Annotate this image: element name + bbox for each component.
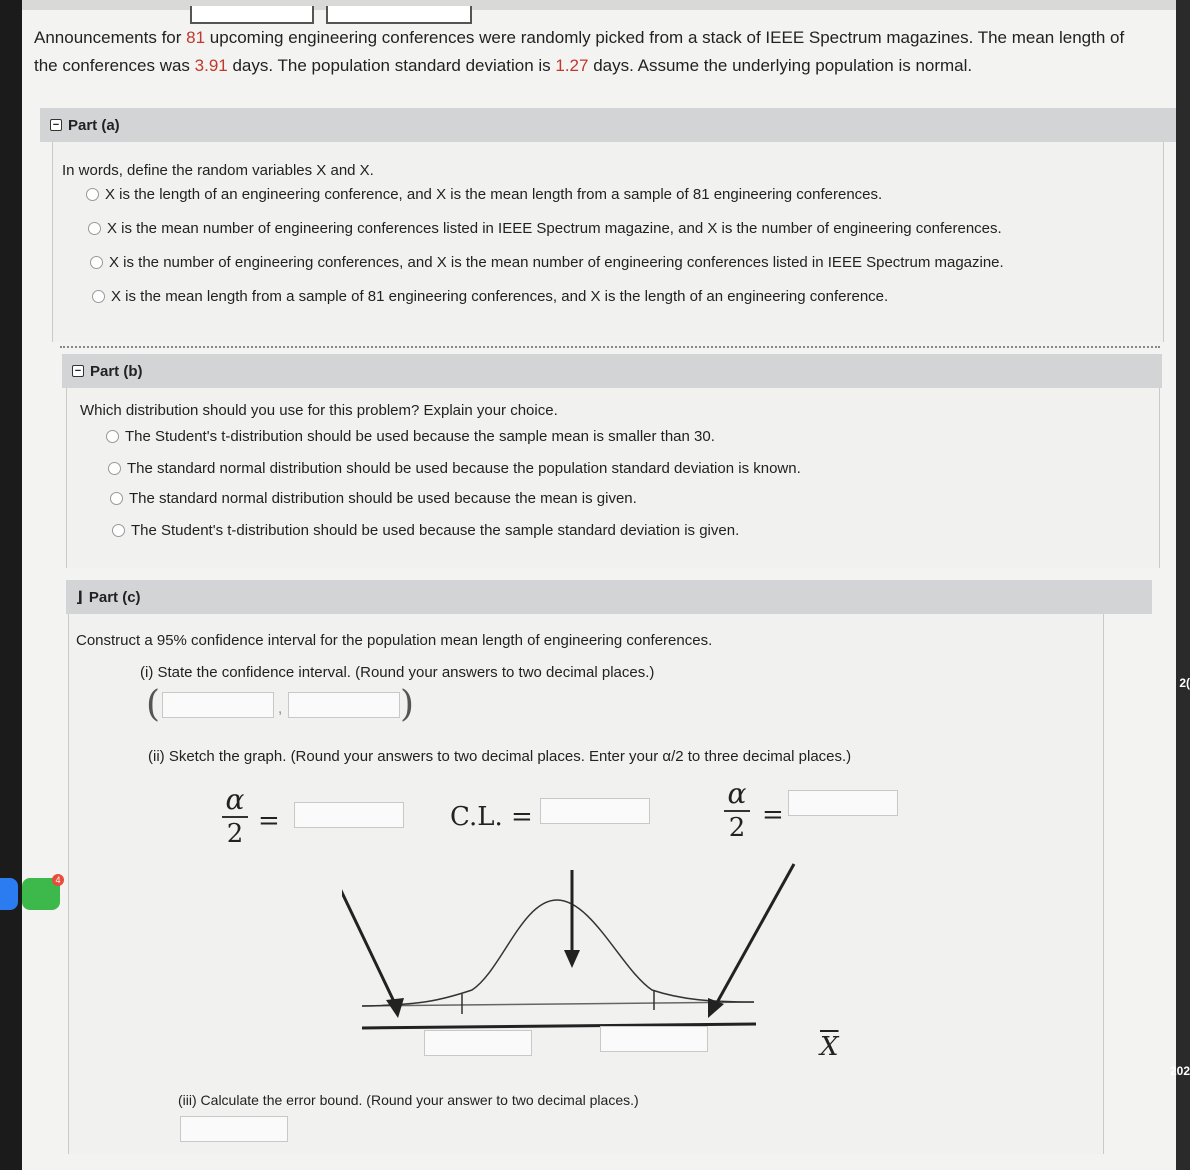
radio-button[interactable] bbox=[92, 290, 105, 303]
part-a-option-1[interactable]: X is the length of an engineering conference, and X is the mean length from a sample of 81 engineering conferences. bbox=[86, 186, 882, 203]
part-a-option-3[interactable]: X is the number of engineering conferences, and X is the mean number of engineering conferences listed in IEEE Spectrum magazine. bbox=[90, 254, 1004, 271]
collapse-icon[interactable]: ⌋ bbox=[76, 589, 83, 606]
cl-input[interactable] bbox=[540, 798, 650, 824]
part-a-option-2[interactable]: X is the mean number of engineering conferences listed in IEEE Spectrum magazine, and X is the number of engineering conferences. bbox=[88, 220, 1002, 237]
app-icon[interactable] bbox=[0, 878, 18, 910]
alpha-over-2-right: α 2 bbox=[722, 780, 752, 842]
left-tail-arrow bbox=[342, 880, 398, 1010]
right-edge-text-top: 2( bbox=[1179, 676, 1190, 690]
close-paren: ) bbox=[400, 684, 415, 725]
normal-curve-graph bbox=[342, 850, 802, 1050]
ci-question: (i) State the confidence interval. (Round your answers to two decimal places.) bbox=[140, 664, 655, 681]
equals-left: = bbox=[258, 806, 280, 836]
radio-button[interactable] bbox=[110, 492, 123, 505]
intro-text-2: upcoming engineering conferences were randomly picked from a stack of IEEE Spectrum magazines. The mean length of the conferences was bbox=[34, 28, 1125, 75]
error-bound-question: (iii) Calculate the error bound. (Round your answer to two decimal places.) bbox=[178, 1092, 639, 1108]
part-b-title: Part (b) bbox=[90, 362, 143, 380]
part-b-option-1[interactable]: The Student's t-distribution should be used because the sample mean is smaller than 30. bbox=[106, 428, 715, 445]
part-c-intro: Construct a 95% confidence interval for the population mean length of engineering conferences. bbox=[76, 632, 713, 649]
lower-bound-input[interactable] bbox=[424, 1030, 532, 1056]
radio-button[interactable] bbox=[108, 462, 121, 475]
right-screen-edge bbox=[1176, 0, 1190, 1170]
x-bar-axis-label: $\overline{X}$ bbox=[820, 1032, 839, 1062]
left-arrowhead bbox=[386, 998, 404, 1018]
divider bbox=[60, 346, 1160, 348]
alpha-left-input[interactable] bbox=[294, 802, 404, 828]
notification-badge: 4 bbox=[52, 874, 64, 886]
part-b-header[interactable] bbox=[62, 354, 1162, 388]
intro-text-1: Announcements for bbox=[34, 28, 187, 47]
top-tab-1[interactable] bbox=[190, 6, 314, 24]
sketch-question: (ii) Sketch the graph. (Round your answers to two decimal places. Enter your α/2 to three decimal places.) bbox=[148, 748, 852, 765]
comma: , bbox=[278, 700, 283, 717]
collapse-icon[interactable]: − bbox=[72, 365, 84, 377]
sample-size-value: 81 bbox=[186, 28, 206, 47]
upper-bound-input[interactable] bbox=[600, 1026, 708, 1052]
part-c-header[interactable] bbox=[66, 580, 1152, 614]
part-b-option-2[interactable]: The standard normal distribution should be used because the population standard deviation is known. bbox=[108, 460, 801, 477]
bell-curve bbox=[362, 900, 754, 1006]
top-tab-2[interactable] bbox=[326, 6, 472, 24]
right-tail-arrow bbox=[714, 864, 794, 1008]
intro-text-3: days. The population standard deviation is bbox=[227, 56, 556, 75]
error-bound-input[interactable] bbox=[180, 1116, 288, 1142]
problem-statement bbox=[34, 24, 1144, 80]
ci-upper-input[interactable] bbox=[288, 692, 400, 718]
part-b-option-3[interactable]: The standard normal distribution should be used because the mean is given. bbox=[110, 490, 637, 507]
part-b-option-4[interactable]: The Student's t-distribution should be used because the sample standard deviation is given. bbox=[112, 522, 739, 539]
part-a-header[interactable] bbox=[40, 108, 1176, 142]
radio-button[interactable] bbox=[90, 256, 103, 269]
ci-lower-input[interactable] bbox=[162, 692, 274, 718]
part-b-question: Which distribution should you use for this problem? Explain your choice. bbox=[80, 402, 558, 419]
mean-value: 3.91 bbox=[194, 56, 228, 75]
part-a-option-4[interactable]: X is the mean length from a sample of 81 engineering conferences, and X is the length of an engineering conference. bbox=[92, 288, 888, 305]
left-screen-edge bbox=[0, 0, 22, 1170]
part-c-title: Part (c) bbox=[88, 588, 141, 606]
alpha-right-input[interactable] bbox=[788, 790, 898, 816]
alpha-over-2-left: α 2 bbox=[220, 786, 250, 848]
radio-button[interactable] bbox=[88, 222, 101, 235]
part-a-question: In words, define the random variables X and X. bbox=[62, 162, 374, 179]
sd-value: 1.27 bbox=[555, 56, 589, 75]
part-a-title: Part (a) bbox=[68, 116, 120, 134]
radio-button[interactable] bbox=[112, 524, 125, 537]
radio-button[interactable] bbox=[86, 188, 99, 201]
open-paren: ( bbox=[146, 684, 161, 725]
center-arrowhead bbox=[564, 950, 580, 968]
right-edge-text-bottom: 202 bbox=[1169, 1064, 1190, 1078]
equals-right: = bbox=[762, 800, 784, 830]
intro-text-4: days. Assume the underlying population is normal. bbox=[588, 56, 973, 75]
collapse-icon[interactable]: − bbox=[50, 119, 62, 131]
question-page bbox=[22, 10, 1176, 1170]
cl-label: C.L. = bbox=[450, 802, 533, 832]
radio-button[interactable] bbox=[106, 430, 119, 443]
